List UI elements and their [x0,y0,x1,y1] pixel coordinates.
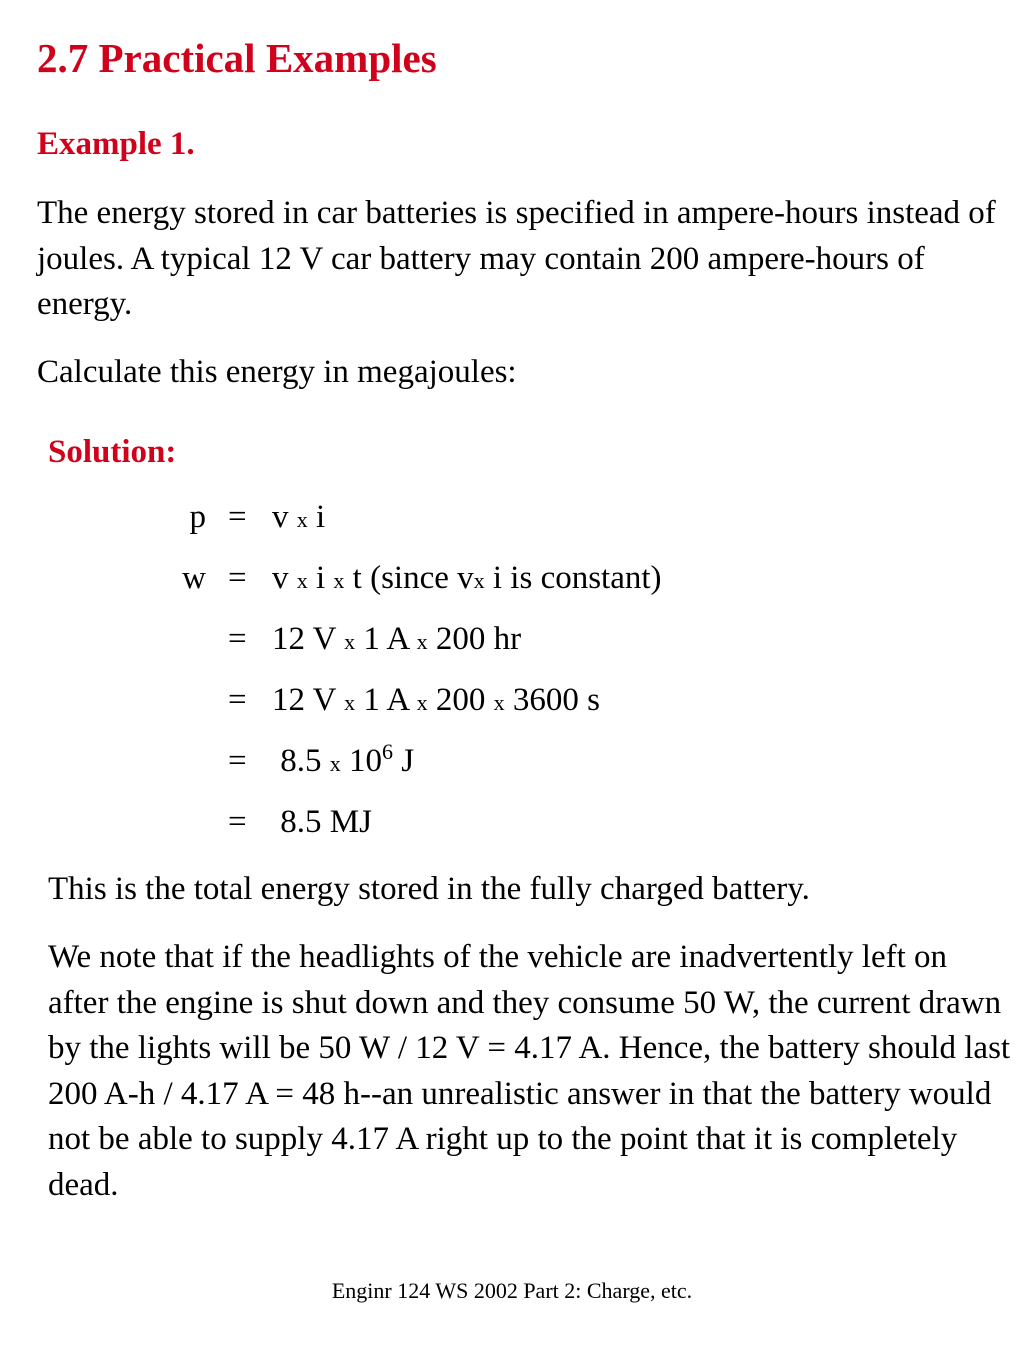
multiply-sign: x [296,507,308,532]
multiply-sign: x [344,629,356,654]
equation-row [0,800,1024,844]
task-statement: Calculate this energy in megajoules: [37,354,517,390]
total-energy-statement: This is the total energy stored in the fully charged battery. [48,871,810,907]
multiply-sign: x [416,690,428,715]
solution-heading: Solution: [48,434,177,470]
footer: Enginr 124 WS 2002 Part 2: Charge, etc. [331,1278,693,1303]
multiply-sign: x [416,629,428,654]
equation-row [0,739,1024,783]
multiply-sign: x [333,568,345,593]
multiply-sign: x [473,568,485,593]
headlights-note: We note that if the headlights of the vehicle are inadvertently left on after the engine is shut down and they consume 50 W, the current drawn by the lights will be 50 W / 12 V = 4.17 A. Hence, the battery should last 200 A-h / 4.17 A = 48 h--an unrealistic answer in that the battery would not be able to supply 4.17 A right up to the point that it is completely dead. [48,939,1011,1203]
equation-row [0,617,1024,661]
equation-row [0,678,1024,722]
equals-sign: = [228,621,247,657]
exponent: 6 [382,739,393,764]
equals-sign: = [228,560,247,596]
equation-rhs: 8.5 MJ [272,804,372,840]
multiply-sign: x [329,751,341,776]
equals-sign: = [228,682,247,718]
problem-statement: The energy stored in car batteries is specified in ampere-hours instead of joules. A typical 12 V car battery may contain 200 ampere-hours of energy. [37,195,996,322]
equation-row [0,556,1024,600]
equation-rhs: v x i [272,499,326,535]
equals-sign: = [228,499,247,535]
equation-rhs: 8.5 x $10^6$ J [272,739,415,779]
multiply-sign: x [493,690,505,715]
multiply-sign: x [296,568,308,593]
equation-lhs: p [189,499,206,535]
equation-rhs: 12 V x 1 A x 200 x 3600 s [272,682,600,718]
example-heading: Example 1. [37,126,195,162]
equals-sign: = [228,743,247,779]
equation-rhs: 12 V x 1 A x 200 hr [272,621,522,657]
equation-lhs: w [182,560,206,596]
equals-sign: = [228,804,247,840]
multiply-sign: x [344,690,356,715]
page-title: 2.7 Practical Examples [37,35,437,81]
equation-row [0,495,1024,539]
equation-rhs: v x i x t (since vx i is constant) [272,560,662,596]
